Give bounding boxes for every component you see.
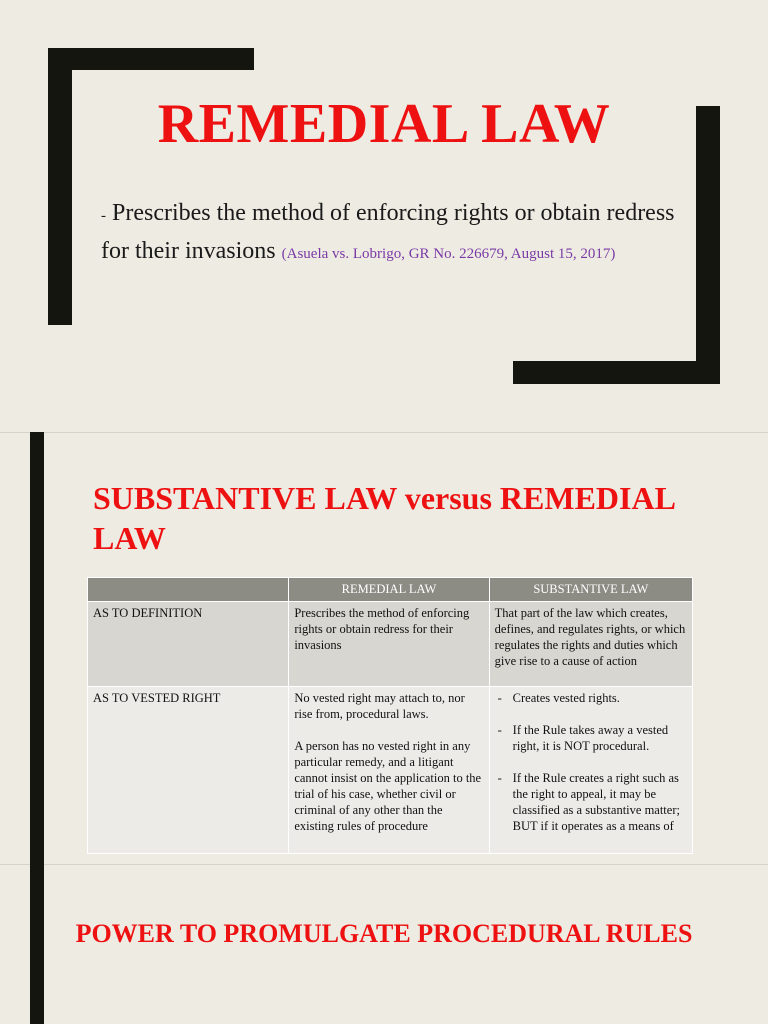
remedial-cell	[289, 602, 489, 687]
header-cell-empty	[88, 578, 289, 602]
slide-title: REMEDIAL LAW	[157, 93, 611, 155]
list-item: - If the Rule creates a right such as the right to appeal, it may be classified as a substantive matter; BUT if it operates as a means of	[495, 770, 687, 834]
cell-text: Prescribes the method of enforcing rights or obtain redress for their invasions	[294, 606, 470, 652]
header-cell-substantive: SUBSTANTIVE LAW	[489, 578, 692, 602]
slide-title: POWER TO PROMULGATE PROCEDURAL RULES	[75, 919, 693, 948]
definition-body: Prescribes the method of enforcing rights or obtain redress for their invasions	[101, 200, 675, 264]
table-header-row	[88, 578, 693, 602]
substantive-cell	[489, 602, 692, 687]
remedial-cell	[289, 687, 489, 854]
comparison-table	[87, 577, 693, 854]
list-item: - If the Rule takes away a vested right, it is NOT procedural.	[495, 722, 687, 754]
table-row	[88, 687, 693, 854]
cell-text: That part of the law which creates, defines, and regulates rights, or which regulates the rights and duties which give rise to a cause of action	[494, 606, 686, 668]
bullet-dash: -	[101, 208, 106, 224]
cell-text: No vested right may attach to, nor rise from, procedural laws.	[294, 691, 465, 721]
header-cell-remedial: REMEDIAL LAW	[289, 578, 489, 602]
list-item: - Creates vested rights.	[495, 690, 687, 706]
case-citation: (Asuela vs. Lobrigo, GR No. 226679, August 15, 2017)	[281, 246, 616, 262]
slide-substantive-vs-remedial	[0, 432, 768, 864]
frame-bracket-bottom-right	[513, 361, 720, 384]
definition-text	[101, 196, 681, 272]
row-label-text: AS TO VESTED RIGHT	[93, 691, 221, 705]
row-label: AS TO DEFINITION	[88, 602, 289, 687]
cell-text: A person has no vested right in any particular remedy, and a litigant cannot insist on the application to the trial of his case, whether civil or criminal of any other than the existing rules of procedure	[294, 739, 482, 833]
accent-bar	[30, 432, 44, 864]
row-label	[88, 687, 289, 854]
frame-bracket-top-left	[48, 48, 254, 70]
substantive-cell	[489, 687, 692, 854]
frame-bracket-top-left-vertical	[48, 48, 72, 325]
table-row	[88, 602, 693, 687]
slide-title: SUBSTANTIVE LAW versus REMEDIAL LAW	[93, 480, 675, 556]
slide-power-to-promulgate	[0, 864, 768, 1024]
dash-list	[495, 690, 687, 834]
slide-remedial-law	[0, 0, 768, 432]
